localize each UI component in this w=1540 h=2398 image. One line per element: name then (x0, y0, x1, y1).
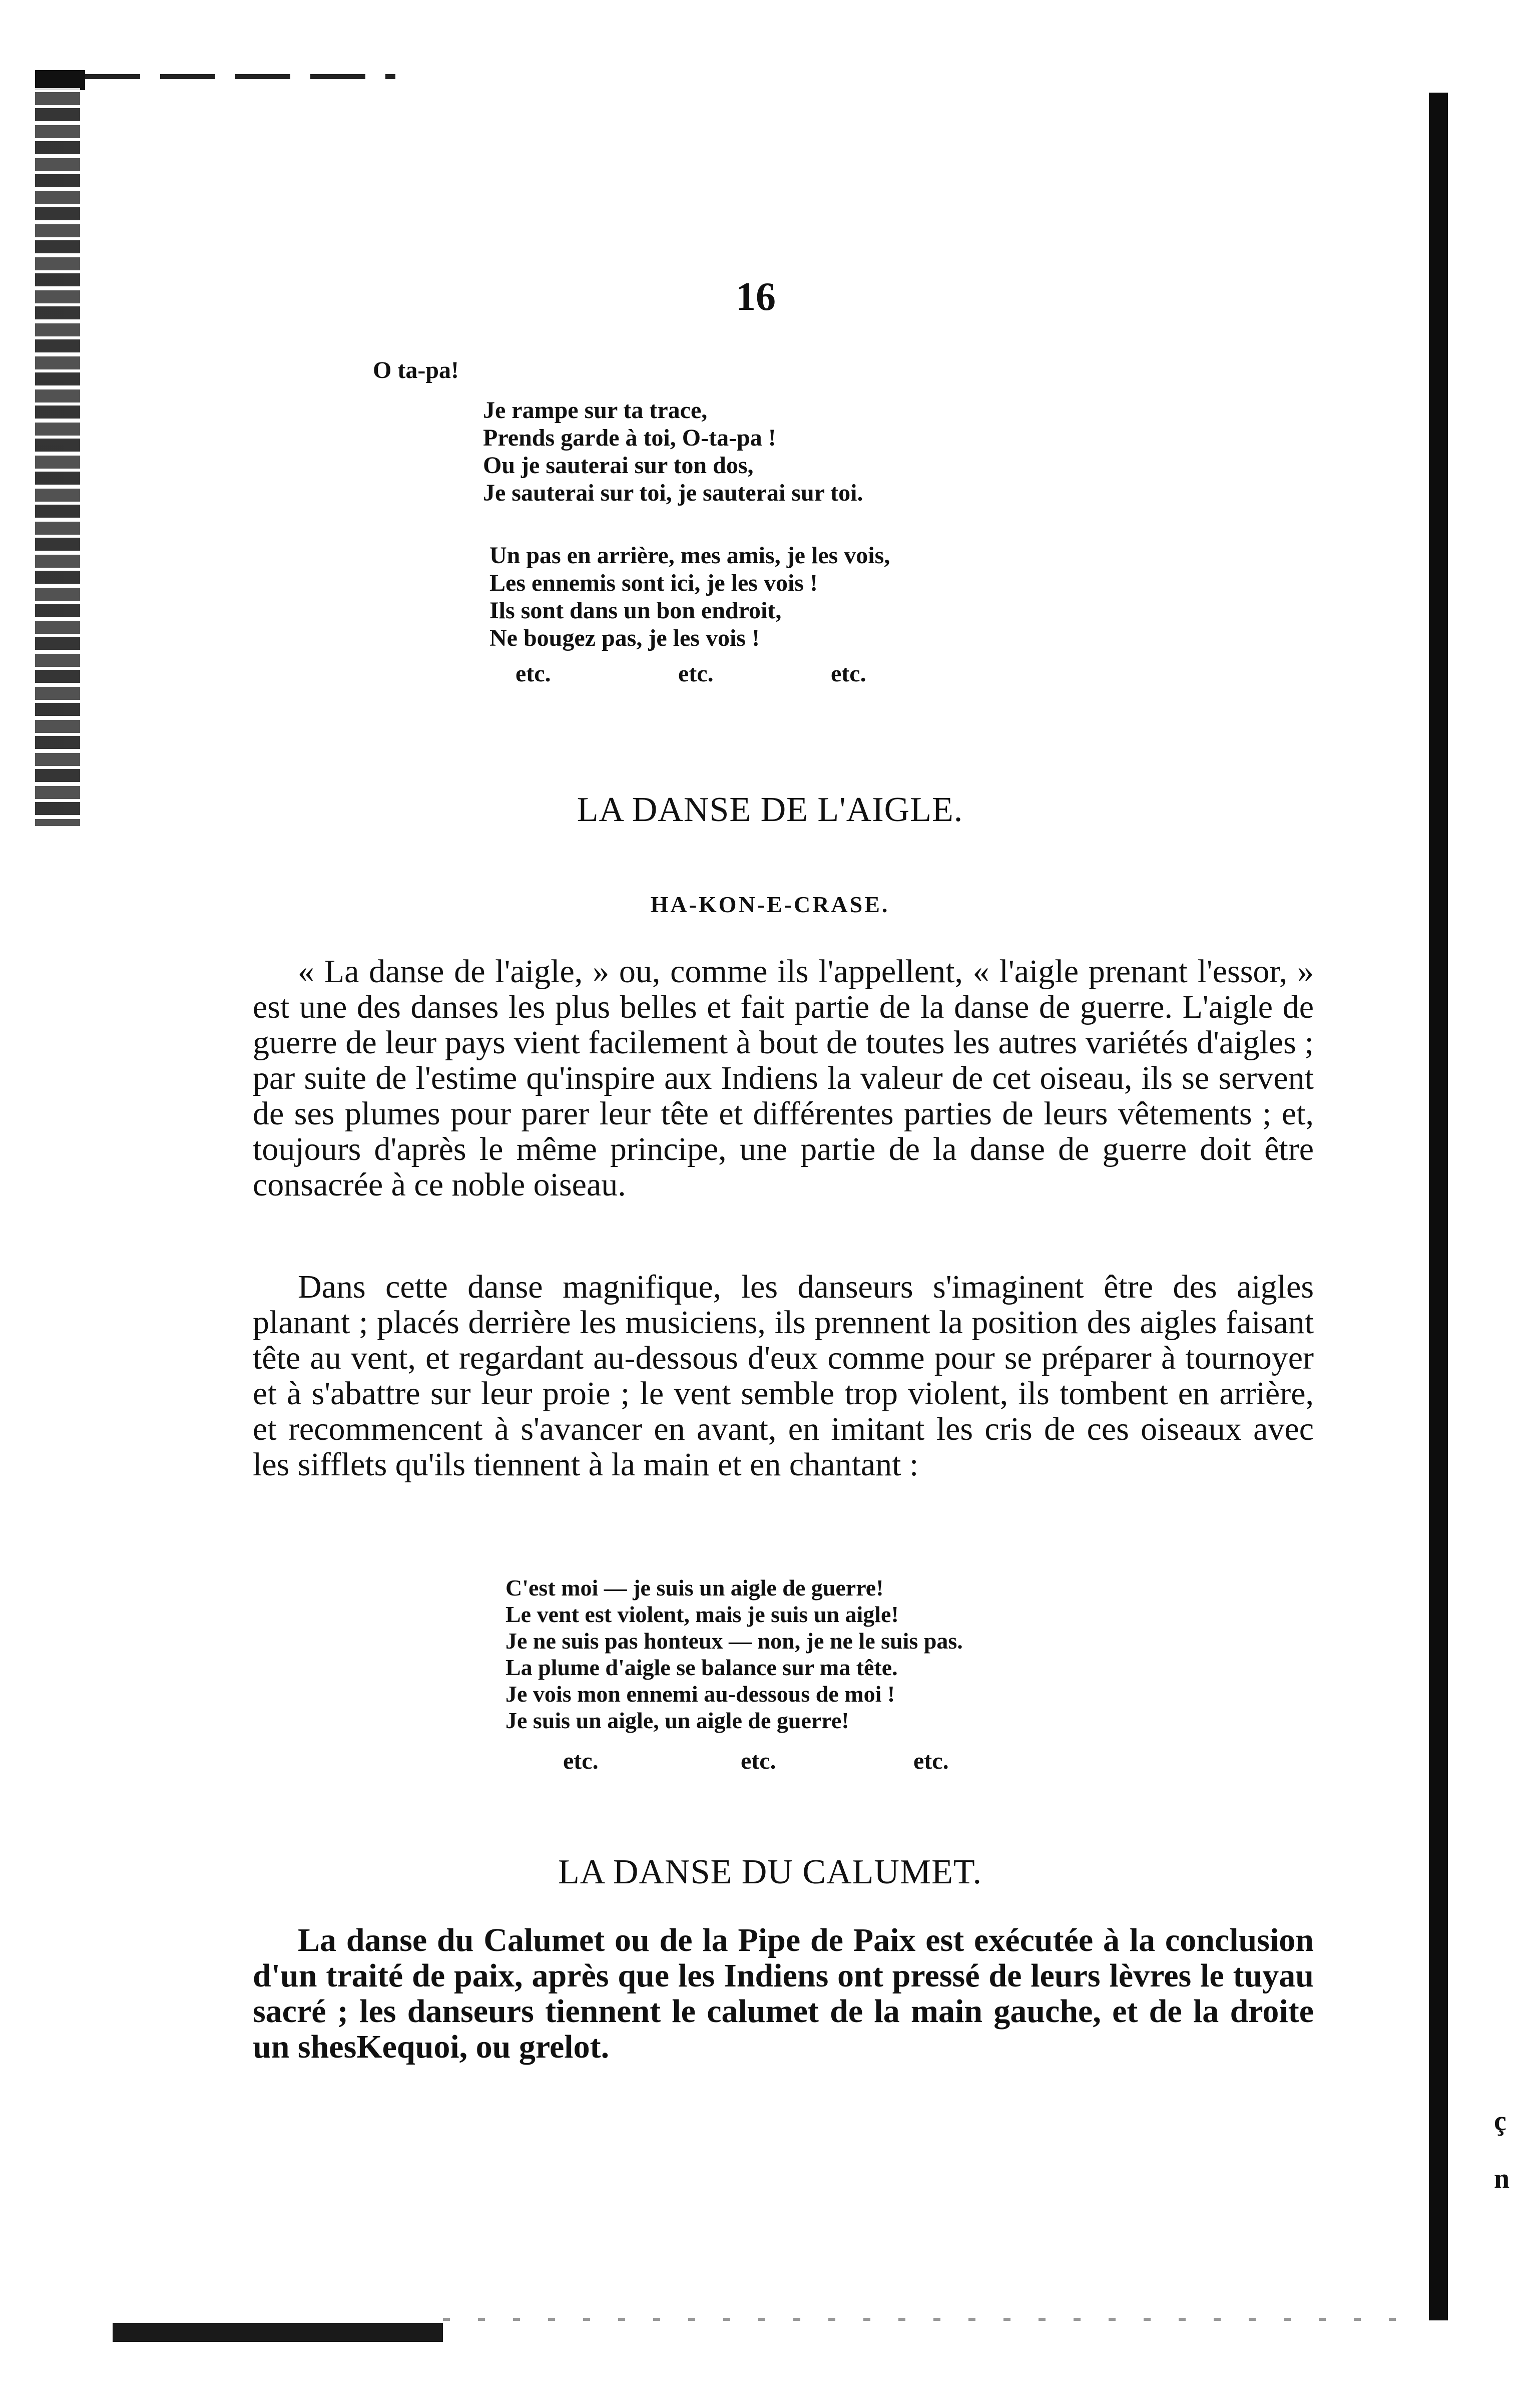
section-title: LA DANSE DE L'AIGLE. (577, 790, 963, 829)
etc-text: etc. (563, 1748, 599, 1774)
verse-line: Je sauterai sur toi, je sauterai sur toi. (483, 480, 863, 506)
scan-bottom-dots (443, 2318, 1419, 2321)
etc-text: etc. (913, 1748, 949, 1774)
body-paragraph: La danse du Calumet ou de la Pipe de Paix est exécutée à la conclusion d'un traité de paix, après que les Indiens ont pressé de leurs lèvres le tuyau sacré ; les danseurs tiennent le calumet de la main gauche, et de la droite un shesKequoi, ou grelot. (253, 1922, 1314, 2065)
margin-mark: n (1494, 2163, 1510, 2194)
verse-line: Prends garde à toi, O-ta-pa ! (483, 425, 776, 451)
song-refrain (373, 356, 459, 384)
verse-line: C'est moi — je suis un aigle de guerre! (505, 1575, 884, 1601)
margin-mark: ç (1494, 2106, 1506, 2137)
verse-line: Les ennemis sont ici, je les vois ! (489, 570, 818, 596)
etc-text: etc. (831, 660, 866, 687)
verse-line: Ou je sauterai sur ton dos, (483, 452, 754, 479)
body-paragraph: Dans cette danse magnifique, les danseurs s'imaginent être des aigles planant ; placés derrière les musiciens, ils prennent la position des aigles faisant tête au vent, et regardant au-dessous d'eux comme pour se préparer à tournoyer et à s'abattre sur leur proie ; le vent semble trop violent, ils tombent en arrière, et recommencent à s'avancer en avant, en imitant les cris de ces oiseaux avec les sifflets qu'ils tiennent à la main et en chantant : (253, 1269, 1314, 1483)
verse-line: O ta-pa! (373, 357, 459, 383)
verse-line: Un pas en arrière, mes amis, je les vois, (489, 542, 890, 569)
scan-bottom-rule (113, 2323, 443, 2342)
song-stanza (489, 542, 890, 652)
verse-line: Le vent est violent, mais je suis un aigle! (505, 1602, 899, 1627)
etc-text: etc. (741, 1748, 776, 1774)
verse-line: Je rampe sur ta trace, (483, 397, 708, 424)
scan-edge-binding (35, 75, 80, 826)
section-subtitle: HA-KON-E-CRASE. (650, 892, 890, 917)
verse-line: Ne bougez pas, je les vois ! (489, 625, 760, 651)
body-paragraph: « La danse de l'aigle, » ou, comme ils l'appellent, « l'aigle prenant l'essor, » est une des danses les plus belles et fait partie de la danse de guerre. L'aigle de guerre de leur pays vient facilement à bout de toutes les autres variétés d'aigles ; par suite de l'estime qu'inspire aux Indiens la valeur de cet oiseau, ils se servent de ses plumes pour parer leur tête et différentes parties de leurs vêtements ; et, toujours d'après le même principe, une partie de la danse de guerre doit être consacrée à ce noble oiseau. (253, 953, 1314, 1203)
eagle-song (505, 1574, 963, 1734)
page-number: 16 (736, 275, 776, 319)
etc-text: etc. (516, 660, 551, 687)
scan-page-gutter (1429, 93, 1448, 2320)
etc-text: etc. (678, 660, 714, 687)
verse-line: Je vois mon ennemi au-dessous de moi ! (505, 1681, 895, 1707)
section-title: LA DANSE DU CALUMET. (558, 1853, 982, 1891)
verse-line: Je ne suis pas honteux — non, je ne le suis pas. (505, 1628, 963, 1654)
verse-line: Ils sont dans un bon endroit, (489, 597, 782, 624)
verse-line: La plume d'aigle se balance sur ma tête. (505, 1655, 898, 1680)
song-stanza (483, 396, 863, 507)
verse-line: Je suis un aigle, un aigle de guerre! (505, 1708, 849, 1733)
scan-top-rule (85, 74, 395, 79)
